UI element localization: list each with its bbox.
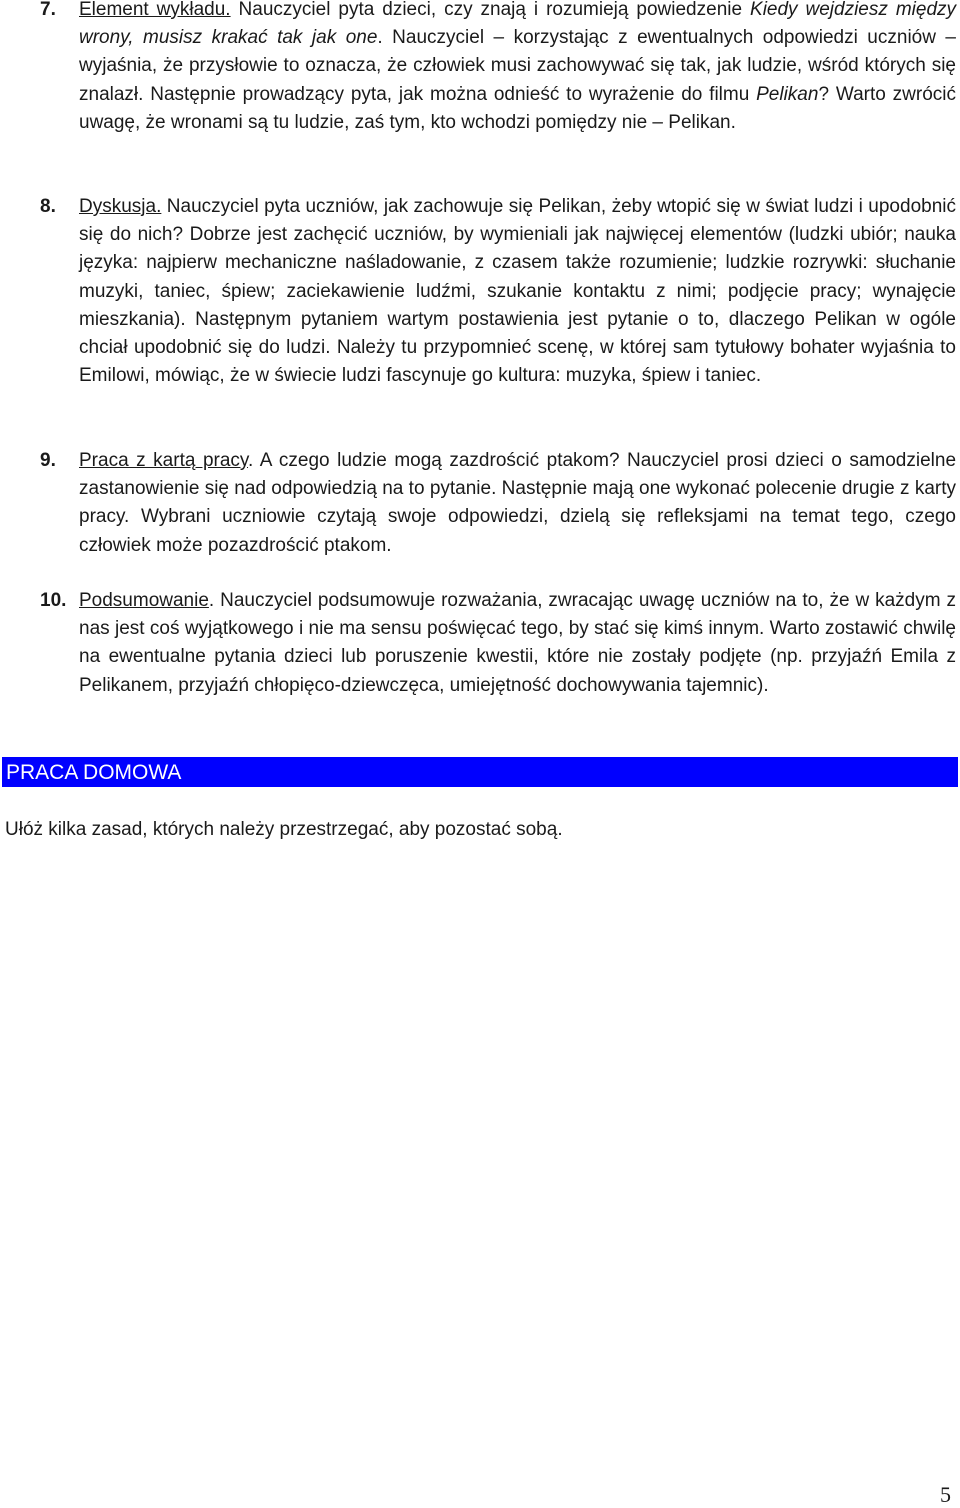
item-heading: Praca z kartą pracy xyxy=(79,450,249,471)
item-text: Nauczyciel pyta dzieci, czy znają i rozumieją powiedzenie xyxy=(230,0,751,20)
item-heading: Podsumowanie xyxy=(79,590,209,611)
item-paragraph xyxy=(79,0,956,137)
homework-heading-bar xyxy=(2,757,958,787)
item-text: . Nauczyciel – korzystając z ewentualnych odpowiedzi uczniów – wyjaśnia, że przysłowie to oznacza, że człowiek musi zachowywać się tak, jak ludzie, wśród których się znalazł. Następnie prowadzący pyta, jak można odnieść to wyrażenie do filmu xyxy=(79,27,957,105)
homework-text: Ułóż kilka zasad, których należy przestrzegać, aby pozostać sobą. xyxy=(5,819,563,840)
item-italic-text: Pelikan xyxy=(756,83,819,105)
item-text: . A czego ludzie mogą zazdrościć ptakom? Nauczyciel prosi dzieci o samodzielne zastanowienie się nad odpowiedzią na to pytanie. Następnie mają one wykonać polecenie drugie z karty pracy. Wybrani uczniowie czytają swoje odpowiedzi, dzielą się refleksjami na temat tego, czego człowiek może pozazdrościć ptakom. xyxy=(79,450,957,556)
item-number: 10. xyxy=(40,590,67,611)
item-italic-text: Kiedy wejdziesz między wrony, musisz krakać tak jak one xyxy=(79,0,957,49)
item-text: . Nauczyciel podsumowuje rozważania, zwracając uwagę uczniów na to, że w każdym z nas jest coś wyjątkowego i nie ma sensu poświęcać tego, by stać się kimś innym. Warto zostawić chwilę na ewentualne pytania dzieci lub poruszenie kwestii, które nie zostały podjęte (np. przyjaźń Emila z Pelikanem, przyjaźń chłopięco-dziewczęca, umiejętność dochowywania tajemnic). xyxy=(79,590,956,696)
item-number: 8. xyxy=(40,196,56,217)
item-paragraph xyxy=(79,587,956,700)
item-number: 7. xyxy=(40,0,56,20)
item-paragraph xyxy=(79,193,956,390)
item-heading: Element wykładu. xyxy=(79,0,231,20)
item-number: 9. xyxy=(40,450,56,471)
page-number: 5 xyxy=(940,1482,951,1507)
item-heading: Dyskusja. xyxy=(79,196,162,217)
item-text: Nauczyciel pyta uczniów, jak zachowuje się Pelikan, żeby wtopić się w świat ludzi i upodobnić się do nich? Dobrze jest zachęcić uczniów, by wymieniali jak najwięcej elementów (ludzki ubiór; nauka języka: najpierw mechaniczne naśladowanie, z czasem także rozumienie; ludzkie rozrywki: słuchanie muzyki, taniec, śpiew; zaciekawienie ludźmi, szukanie kontaktu z nimi; podjęcie pracy; wynajęcie mieszkania). Następnym pytaniem wartym postawienia jest pytanie o to, dlaczego Pelikan w ogóle chciał upodobnić się do ludzi. Należy tu przypomnieć scenę, w której sam tytułowy bohater wyjaśnia to Emilowi, mówiąc, że w świecie ludzi fascynuje go kultura: muzyka, śpiew i taniec. xyxy=(79,196,956,387)
item-text: ? Warto zwrócić uwagę, że wronami są tu ludzie, zaś tym, kto wchodzi pomiędzy nie – Pelikan. xyxy=(79,83,956,133)
homework-heading: PRACA DOMOWA xyxy=(6,761,182,784)
item-paragraph xyxy=(79,447,956,560)
